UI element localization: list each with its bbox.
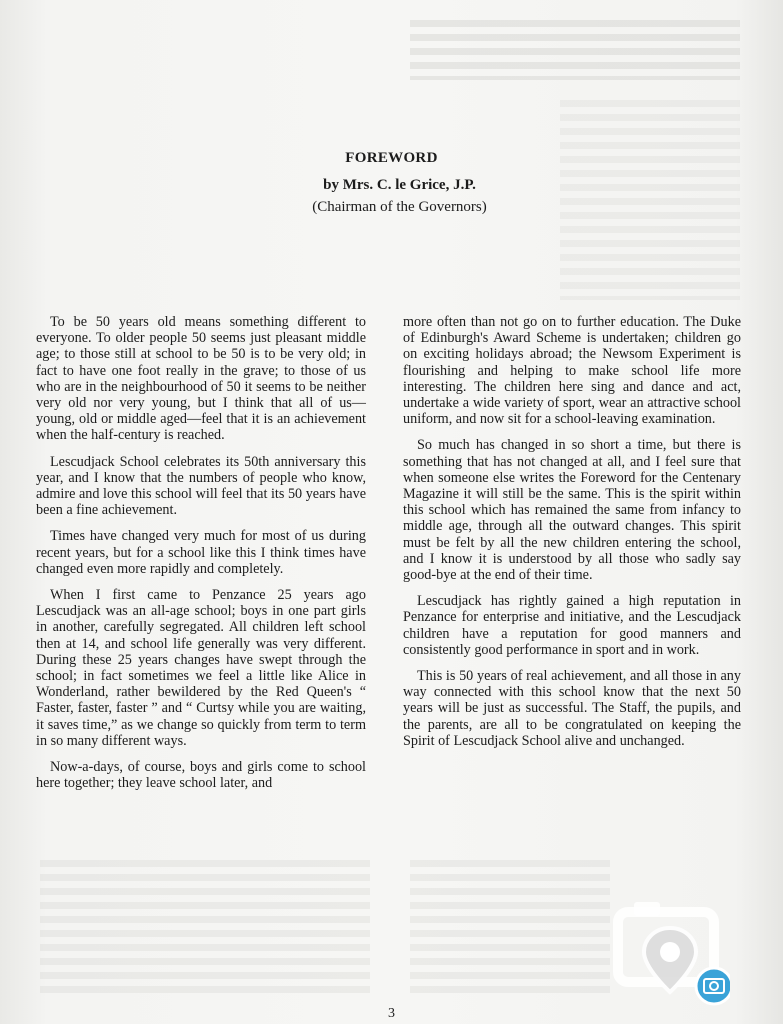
paragraph: This is 50 years of real achievement, and all those in any way connected with this school know that the next 50 years will be just as successful. The Staff, the pupils, and the parents, are all to be congratulated on keeping the Spirit of Lescudjack School alive and unchanged.	[403, 668, 741, 749]
paragraph: When I first came to Penzance 25 years ago Lescudjack was an all-age school; boys in one part girls in another, carefully segregated. All children left school then at 14, and school life generally was very different. During these 25 years changes have swept through the school; in fact sometimes we feel a little like Alice in Wonderland, rather bewildered by the Red Queen's “ Faster, faster, faster ” and “ Curtsy while you are waiting, it saves time,” as we change so quickly from term to term in so many different ways.	[36, 587, 366, 749]
camera-location-icon	[610, 890, 730, 1010]
foreword-title: FOREWORD	[345, 150, 438, 166]
show-through-right-bottom	[410, 860, 610, 1000]
left-column	[36, 314, 366, 801]
paragraph: more often than not go on to further education. The Duke of Edinburgh's Award Scheme is undertaken; children go on exciting holidays abroad; the Newsom Experiment is flourishing and helping to make school life more interesting. The children here sing and dance and act, undertake a wide variety of sport, wear an attractive school uniform, and now sit for a school-leaving examination.	[403, 314, 741, 428]
foreword-byline: by Mrs. C. le Grice, J.P.	[323, 177, 476, 193]
paragraph: Lescudjack School celebrates its 50th anniversary this year, and I know that the numbers of people who know, admire and love this school will feel that its 50 years have been a fine achievement.	[36, 453, 366, 519]
show-through-left-bottom	[40, 860, 370, 1000]
page-number: 3	[388, 1006, 395, 1021]
paragraph: Now-a-days, of course, boys and girls come to school here together; they leave school later, and	[36, 759, 366, 792]
show-through-top-right	[410, 20, 740, 80]
paragraph: Times have changed very much for most of us during recent years, but for a school like this I think times have changed even more rapidly and completely.	[36, 528, 366, 577]
paragraph: To be 50 years old means something different to everyone. To older people 50 seems just pleasant middle age; to those still at school to be 50 is to be very old; in fact to have one foot really in the grave; to those of us who are in the neighbourhood of 50 it seems to be neither very old nor very young, but I think that all of us—young, old or middle aged—feel that it is an achievement when the half-century is reached.	[36, 314, 366, 444]
right-column	[403, 314, 741, 759]
paragraph: So much has changed in so short a time, but there is something that has not changed at all, and I feel sure that when someone else writes the Foreword for the Centenary Magazine it will still be the same. This is the spirit within this school which has remained the same from infancy to middle age, through all the outward changes. This spirit must be felt by all the new children entering the school, and I know it is understood by all those who sadly say good-bye at the end of their time.	[403, 437, 741, 584]
paragraph: Lescudjack has rightly gained a high reputation in Penzance for enterprise and initiative, and the Lescudjack children have a reputation for good manners and consistently good performance in sport and in work.	[403, 593, 741, 658]
foreword-subtitle: (Chairman of the Governors)	[312, 199, 487, 215]
